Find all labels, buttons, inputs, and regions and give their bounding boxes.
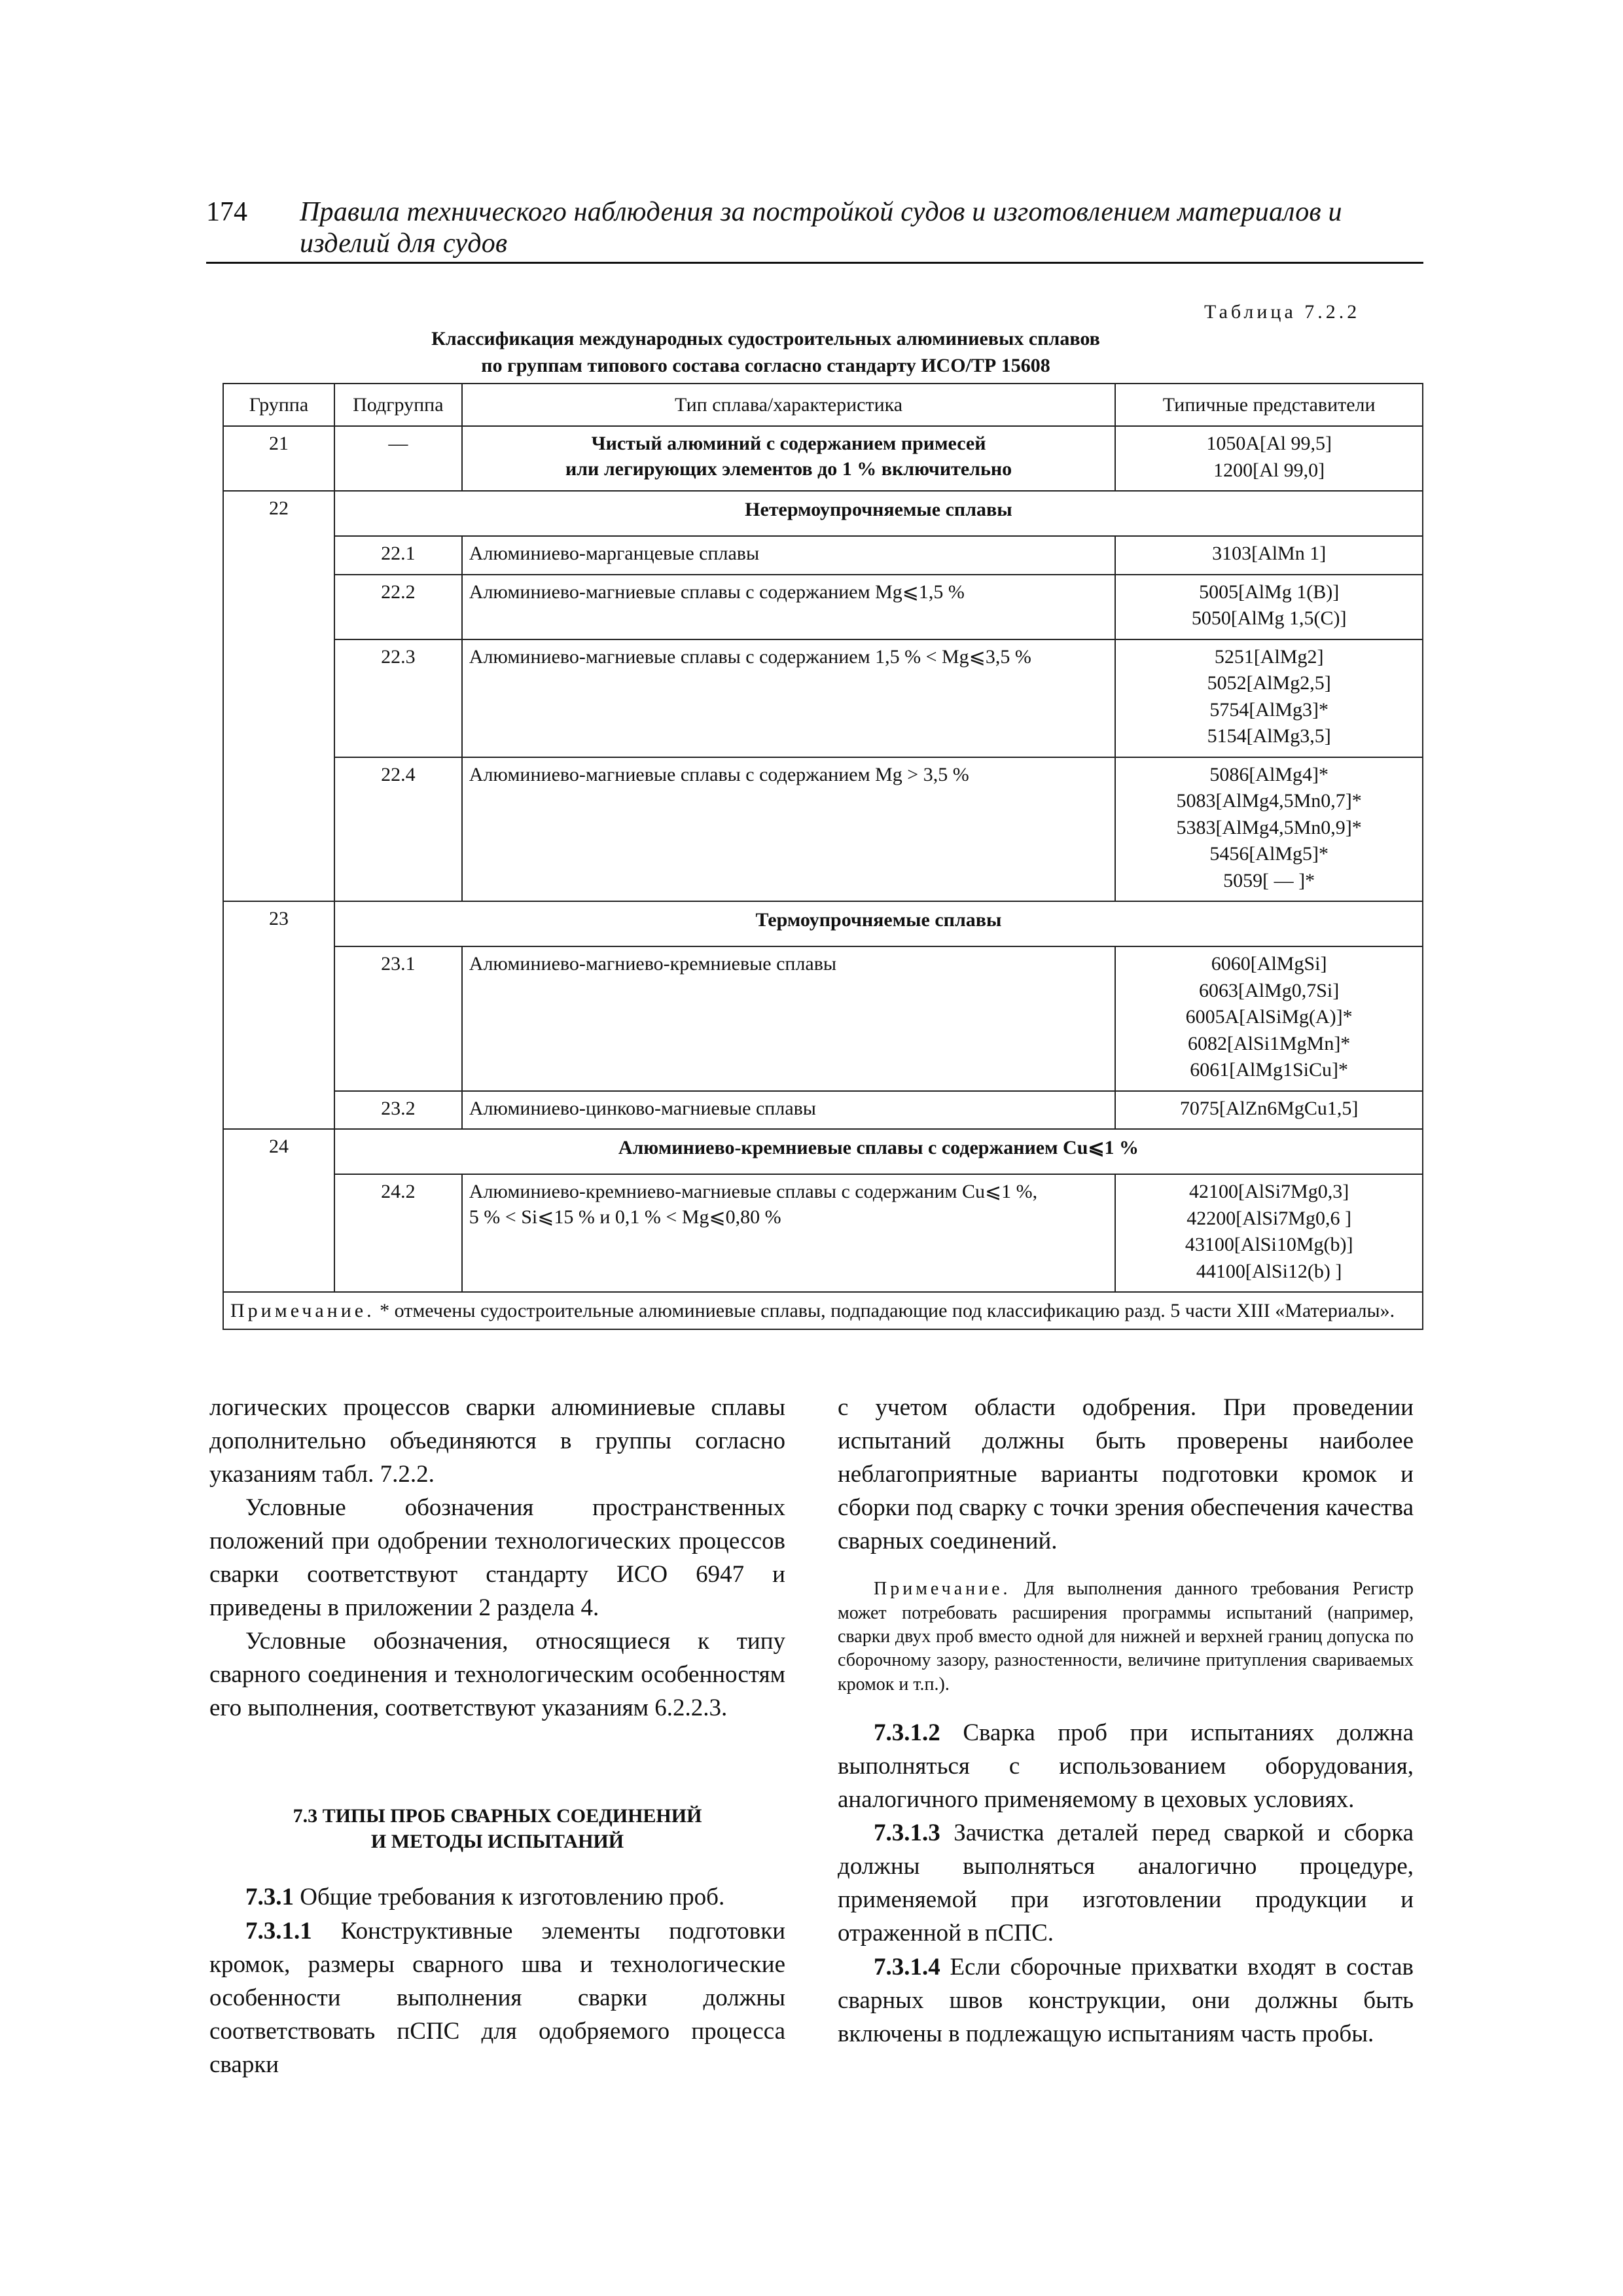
column-header: Группа [223, 384, 334, 426]
clause-text: Сварка проб при испытаниях должна выполняться с использованием оборудования, аналогичного применяемому в цеховых условиях. [838, 1719, 1414, 1814]
subgroup-cell: 22.1 [334, 536, 462, 575]
clause-number: 7.3.1.1 [245, 1917, 312, 1945]
representative: 5050[AlMg 1,5(C)] [1191, 607, 1347, 629]
representative: 7075[AlZn6MgCu1,5] [1179, 1097, 1359, 1119]
table-title [340, 326, 1191, 379]
group-cell: 21 [223, 426, 334, 491]
representative: 5059[ — ]* [1223, 869, 1315, 891]
page-number: 174 [206, 197, 247, 227]
representative: 5456[AlMg5]* [1209, 843, 1329, 865]
subgroup-cell: 22.3 [334, 639, 462, 757]
group-heading: Алюминиево-кремниевые сплавы с содержанием Cu⩽1 % [334, 1129, 1423, 1174]
description-cell: Алюминиево-магниевые сплавы с содержанием Mg > 3,5 % [462, 757, 1115, 902]
representatives-cell [1115, 757, 1423, 902]
description-cell: Алюминиево-магниевые сплавы с содержанием Mg⩽1,5 % [462, 575, 1115, 639]
clause-number: 7.3.1 [245, 1884, 294, 1911]
clause-text: Конструктивные элементы подготовки кромок, размеры сварного шва и технологические особенности выполнения сварки должны соответствовать пСПС для одобряемого процесса сварки [209, 1917, 785, 2078]
table-row [223, 491, 1423, 536]
paragraph: Условные обозначения пространственных положений при одобрении технологических процессов сварки соответствуют стандарту ИСО 6947 и приведены в приложении 2 раздела 4. [209, 1494, 785, 1622]
table-row [223, 536, 1423, 575]
representatives-cell [1115, 426, 1423, 491]
note-label: Примечание. [874, 1579, 1011, 1600]
subgroup-cell: 23.1 [334, 946, 462, 1091]
representative: 5086[AlMg4]* [1209, 763, 1329, 785]
table-row [223, 1174, 1423, 1292]
subgroup-cell: 24.2 [334, 1174, 462, 1292]
representative: 5083[AlMg4,5Mn0,7]* [1176, 790, 1362, 812]
group-cell: 22 [223, 491, 334, 901]
representative: 6082[AlSi1MgMn]* [1187, 1032, 1351, 1054]
table-row [223, 757, 1423, 902]
description-line: 5 % < Si⩽15 % и 0,1 % < Mg⩽0,80 % [469, 1206, 781, 1228]
paragraph [838, 1950, 1414, 2051]
note-text: Для выполнения данного требования Регистр может потребовать расширения программы испытаний (например, сварки двух проб вместо одной для нижней и верхней границ допуска по сборочному зазору, разностенности, величине притупления свариваемых кромок и т.п.). [838, 1579, 1414, 1695]
section-heading [209, 1803, 785, 1854]
paragraph: с учетом области одобрения. При проведении испытаний должны быть проверены наиболее неблагоприятные варианты подготовки кромок и сборки под сварку с точки зрения обеспечения качества сварных соединений. [838, 1394, 1414, 1555]
representative: 5383[AlMg4,5Mn0,9]* [1176, 816, 1362, 838]
representative: 44100[AlSi12(b) ] [1196, 1260, 1342, 1282]
description-cell: Алюминиево-марганцевые сплавы [462, 536, 1115, 575]
group-cell: 23 [223, 901, 334, 1129]
representative: 5154[AlMg3,5] [1207, 725, 1331, 747]
representative: 5754[AlMg3]* [1209, 698, 1329, 721]
representatives-cell [1115, 1091, 1423, 1130]
representatives-cell [1115, 1174, 1423, 1292]
clause-number: 7.3.1.4 [874, 1953, 940, 1981]
description-cell [462, 426, 1115, 491]
paragraph [838, 1816, 1414, 1950]
clause-text: Зачистка деталей перед сваркой и сборка должны выполняться аналогично процедуре, применяемой при изготовлении продукции и отраженной в пСПС. [838, 1820, 1414, 1947]
representative: 6063[AlMg0,7Si] [1199, 979, 1340, 1001]
section-heading-line: 7.3 ТИПЫ ПРОБ СВАРНЫХ СОЕДИНЕНИЙ [293, 1805, 702, 1827]
description-cell: Алюминиево-цинково-магниевые сплавы [462, 1091, 1115, 1130]
table-row [223, 901, 1423, 946]
paragraph [209, 1880, 785, 1914]
description-cell [462, 1174, 1115, 1292]
representative: 6005A[AlSiMg(A)]* [1185, 1006, 1353, 1028]
representatives-cell [1115, 575, 1423, 639]
running-title: Правила технического наблюдения за постройкой судов и изготовлением материалов и изделий для судов [300, 197, 1342, 259]
description-cell: Алюминиево-магниевые сплавы с содержанием 1,5 % < Mg⩽3,5 % [462, 639, 1115, 757]
table-row [223, 946, 1423, 1091]
table-header-row [223, 384, 1423, 426]
table-row [223, 1129, 1423, 1174]
paragraph [209, 1914, 785, 2081]
representative: 3103[AlMn 1] [1212, 543, 1327, 564]
note-paragraph [838, 1577, 1414, 1696]
table-row [223, 639, 1423, 757]
table-note-text: * отмечены судостроительные алюминиевые сплавы, подпадающие под классификацию разд. 5 части XIII «Материалы». [380, 1300, 1395, 1321]
representative: 43100[AlSi10Mg(b)] [1185, 1234, 1353, 1255]
representative: 6060[AlMgSi] [1211, 953, 1327, 975]
description-line: Алюминиево-кремниево-магниевые сплавы с содержаним Cu⩽1 %, [469, 1181, 1038, 1202]
description-line: или легирующих элементов до 1 % включительно [565, 458, 1012, 480]
description-cell: Алюминиево-магниево-кремниевые сплавы [462, 946, 1115, 1091]
column-header: Подгруппа [334, 384, 462, 426]
column-header: Тип сплава/характеристика [462, 384, 1115, 426]
paragraph: логических процессов сварки алюминиевые сплавы дополнительно объединяются в группы согласно указаниям табл. 7.2.2. [209, 1394, 785, 1488]
subgroup-cell: 22.2 [334, 575, 462, 639]
clause-text: Если сборочные прихватки входят в состав сварных швов конструкции, они должны быть включены в подлежащую испытаниям часть пробы. [838, 1953, 1414, 2047]
table-label: Таблица 7.2.2 [1204, 301, 1361, 323]
clause-number: 7.3.1.3 [874, 1820, 940, 1847]
group-cell: 24 [223, 1129, 334, 1292]
table-title-line: Классификация международных судостроительных алюминиевых сплавов [431, 328, 1100, 350]
representative: 1050A[Al 99,5] [1206, 433, 1332, 454]
table-note-label: Примечание. [230, 1300, 375, 1321]
table-note [223, 1292, 1423, 1329]
representatives-cell [1115, 639, 1423, 757]
running-header [206, 196, 1423, 264]
alloy-classification-table [223, 383, 1423, 1330]
representative: 42200[AlSi7Mg0,6 ] [1186, 1207, 1351, 1229]
table-row [223, 426, 1423, 491]
clause-text: Общие требования к изготовлению проб. [300, 1884, 725, 1911]
representative: 5251[AlMg2] [1214, 645, 1324, 668]
representative: 5005[AlMg 1(B)] [1199, 581, 1340, 603]
subgroup-cell: 23.2 [334, 1091, 462, 1130]
group-heading: Нетермоупрочняемые сплавы [334, 491, 1423, 536]
representative: 1200[Al 99,0] [1213, 459, 1325, 481]
table-note-row [223, 1292, 1423, 1329]
paragraph [838, 1716, 1414, 1816]
description-line: Чистый алюминий с содержанием примесей [591, 433, 986, 454]
right-text-column [838, 1391, 1414, 2051]
section-heading-line: И МЕТОДЫ ИСПЫТАНИЙ [370, 1831, 624, 1853]
representative: 6061[AlMg1SiCu]* [1190, 1059, 1348, 1081]
group-heading: Термоупрочняемые сплавы [334, 901, 1423, 946]
representatives-cell [1115, 536, 1423, 575]
representative: 42100[AlSi7Mg0,3] [1189, 1181, 1349, 1202]
table-row [223, 1091, 1423, 1130]
subgroup-cell: 22.4 [334, 757, 462, 902]
clause-number: 7.3.1.2 [874, 1719, 940, 1747]
representative: 5052[AlMg2,5] [1207, 672, 1331, 694]
table-title-line: по группам типового состава согласно стандарту ИСО/ТР 15608 [481, 354, 1050, 376]
table-row [223, 575, 1423, 639]
subgroup-cell: — [334, 426, 462, 491]
paragraph: Условные обозначения, относящиеся к типу сварного соединения и технологическим особенностям его выполнения, соответствуют указаниям 6.2.2.3. [209, 1628, 785, 1722]
left-text-column [209, 1391, 785, 2081]
representatives-cell [1115, 946, 1423, 1091]
column-header: Типичные представители [1115, 384, 1423, 426]
